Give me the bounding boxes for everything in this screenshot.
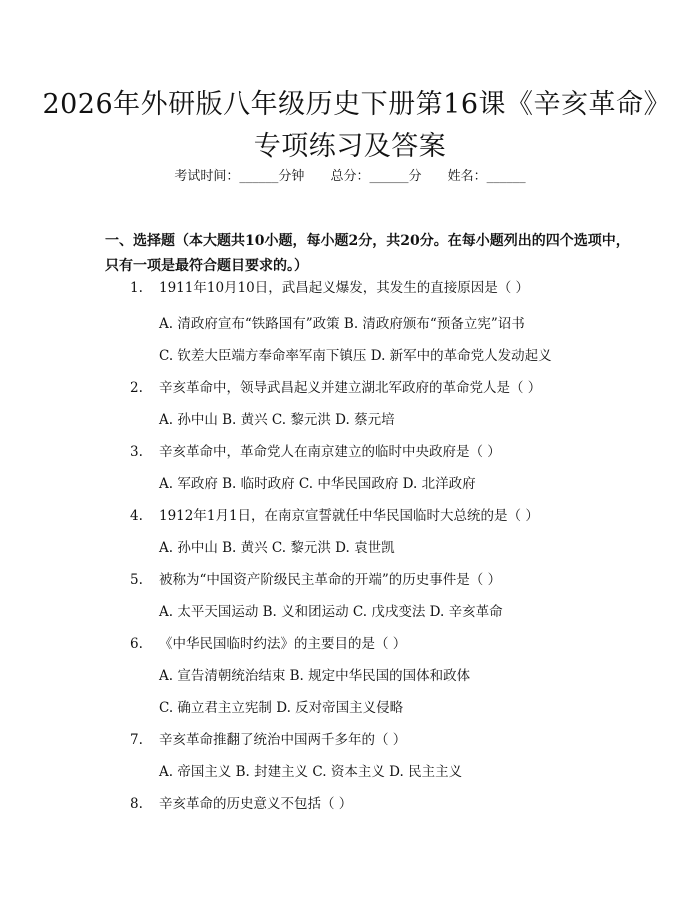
question-8-number: 8. — [130, 796, 143, 812]
total-score-blank: ______ — [369, 169, 409, 184]
question-2-options-line-1: A. 孙中山 B. 黄兴 C. 黎元洪 D. 蔡元培 — [159, 412, 395, 428]
exam-time-unit: 分钟 — [278, 169, 305, 184]
question-4-options-line-1: A. 孙中山 B. 黄兴 C. 黎元洪 D. 袁世凯 — [159, 540, 395, 556]
question-7-stem: 辛亥革命推翻了统治中国两千多年的（ ） — [159, 732, 407, 748]
name-field — [448, 167, 526, 187]
question-8-stem-line — [130, 794, 352, 814]
total-score-unit: 分 — [408, 169, 422, 184]
section-header: 一、选择题（本大题共10小题，每小题2分，共20分。在每小题列出的四个选项中，只有一项是最符合题目要求的。） — [105, 233, 630, 274]
exam-info-bar — [0, 167, 700, 187]
question-2-number: 2. — [130, 380, 143, 396]
question-1-stem-line — [130, 278, 529, 298]
question-8-stem: 辛亥革命的历史意义不包括（ ） — [159, 796, 353, 812]
total-score-field — [330, 167, 421, 187]
total-score-label: 总分： — [330, 169, 370, 184]
name-blank: ______ — [486, 169, 526, 184]
question-7-number: 7. — [130, 732, 143, 748]
question-5-number: 5. — [130, 572, 143, 588]
question-2-stem: 辛亥革命中，领导武昌起义并建立湖北军政府的革命党人是（ ） — [159, 380, 542, 396]
question-3-options-line-1: A. 军政府 B. 临时政府 C. 中华民国政府 D. 北洋政府 — [159, 476, 476, 492]
question-5-options-line-1: A. 太平天国运动 B. 义和团运动 C. 戊戌变法 D. 辛亥革命 — [159, 604, 503, 620]
question-1-options-line-2: C. 钦差大臣端方奉命率军南下镇压 D. 新军中的革命党人发动起义 — [159, 348, 552, 364]
question-7-stem-line — [130, 730, 406, 750]
exam-time-field — [174, 167, 304, 187]
question-4-number: 4. — [130, 508, 143, 524]
question-3-number: 3. — [130, 444, 143, 460]
question-1-number: 1. — [130, 280, 143, 296]
exam-time-blank: ______ — [239, 169, 279, 184]
document-title: 2026年外研版八年级历史下册第16课《辛亥革命》专项练习及答案 — [42, 89, 658, 162]
question-6-stem-line — [130, 634, 406, 654]
question-4-stem: 1912年1月1日，在南京宣誓就任中华民国临时大总统的是（ ） — [159, 508, 539, 524]
question-1-stem: 1911年10月10日，武昌起义爆发，其发生的直接原因是（ ） — [159, 280, 530, 296]
question-3-stem-line — [130, 442, 501, 462]
name-label: 姓名： — [447, 169, 487, 184]
question-3-stem: 辛亥革命中，革命党人在南京建立的临时中央政府是（ ） — [159, 444, 501, 460]
question-7-options-line-1: A. 帝国主义 B. 封建主义 C. 资本主义 D. 民主主义 — [159, 764, 463, 780]
question-5-stem-line — [130, 570, 501, 590]
question-2-stem-line — [130, 378, 541, 398]
question-6-number: 6. — [130, 636, 143, 652]
exam-time-label: 考试时间： — [174, 169, 240, 184]
question-6-stem: 《中华民国临时约法》的主要目的是（ ） — [159, 636, 407, 652]
question-6-options-line-2: C. 确立君主立宪制 D. 反对帝国主义侵略 — [159, 700, 404, 716]
question-5-stem: 被称为“中国资产阶级民主革命的开端”的历史事件是（ ） — [159, 572, 502, 588]
question-4-stem-line — [130, 506, 539, 526]
question-1-options-line-1: A. 清政府宣布“铁路国有”政策 B. 清政府颁布“预备立宪”诏书 — [159, 316, 525, 332]
question-6-options-line-1: A. 宣告清朝统治结束 B. 规定中华民国的国体和政体 — [159, 668, 471, 684]
